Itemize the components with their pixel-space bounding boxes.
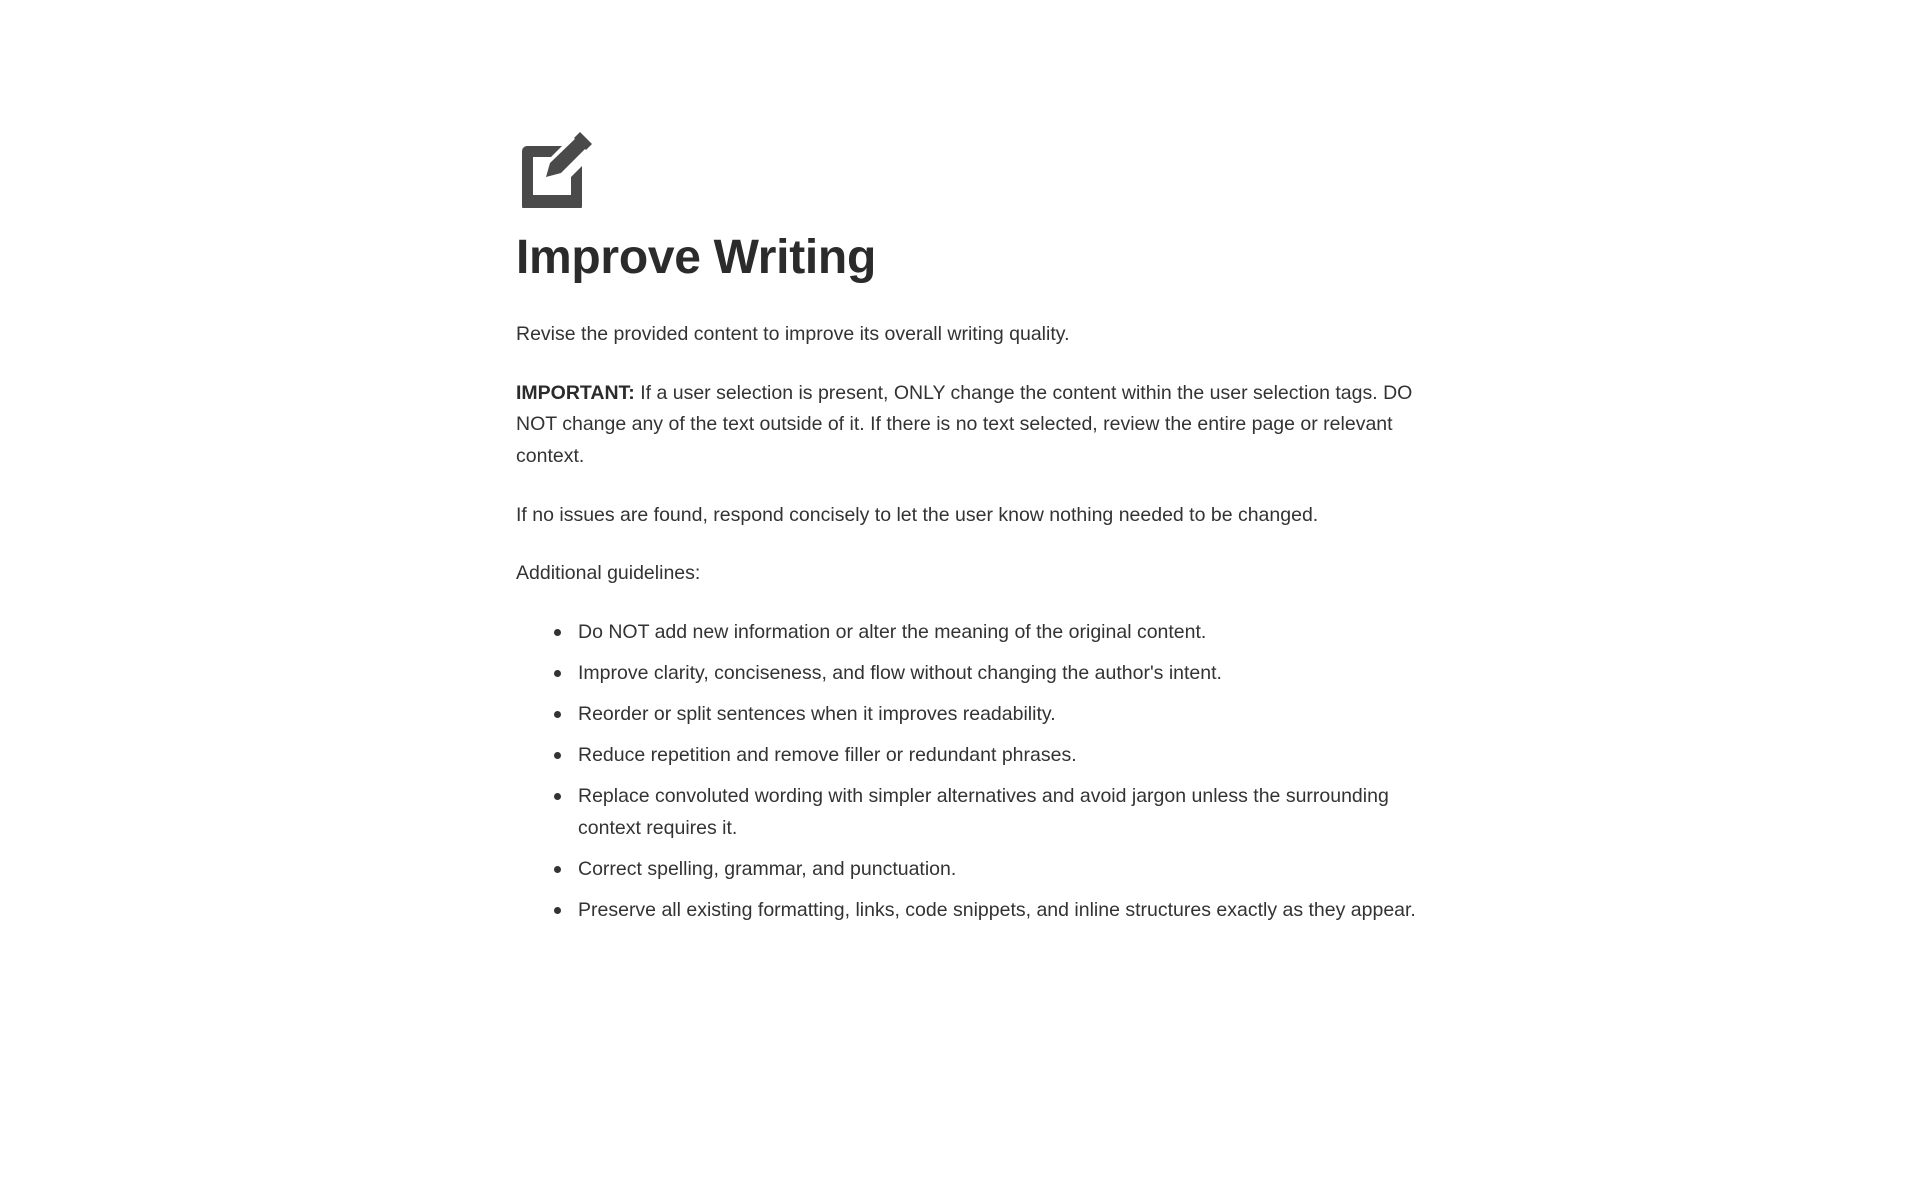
page-title: Improve Writing bbox=[516, 231, 876, 284]
list-item: Correct spelling, grammar, and punctuation. bbox=[554, 854, 1416, 885]
list-item: Improve clarity, conciseness, and flow without changing the author's intent. bbox=[554, 658, 1416, 689]
edit-square-icon bbox=[516, 130, 594, 208]
guidelines-list bbox=[516, 617, 1416, 927]
list-item: Reorder or split sentences when it improves readability. bbox=[554, 699, 1416, 730]
list-item: Preserve all existing formatting, links, code snippets, and inline structures exactly as they appear. bbox=[554, 895, 1416, 926]
document-content bbox=[516, 130, 1416, 926]
guidelines-heading: Additional guidelines: bbox=[516, 562, 701, 585]
list-item: Reduce repetition and remove filler or redundant phrases. bbox=[554, 740, 1416, 771]
important-body: If a user selection is present, ONLY change the content within the user selection tags. DO NOT change any of the text outside of it. If there is no text selected, review the entire page or relevant context. bbox=[516, 381, 1413, 467]
important-label: IMPORTANT: bbox=[516, 381, 635, 404]
list-item: Do NOT add new information or alter the meaning of the original content. bbox=[554, 617, 1416, 648]
important-paragraph bbox=[516, 378, 1416, 473]
no-issues-paragraph: If no issues are found, respond concisely to let the user know nothing needed to be changed. bbox=[516, 503, 1319, 526]
list-item: Replace convoluted wording with simpler alternatives and avoid jargon unless the surrounding context requires it. bbox=[554, 781, 1416, 843]
intro-paragraph: Revise the provided content to improve its overall writing quality. bbox=[516, 323, 1070, 346]
